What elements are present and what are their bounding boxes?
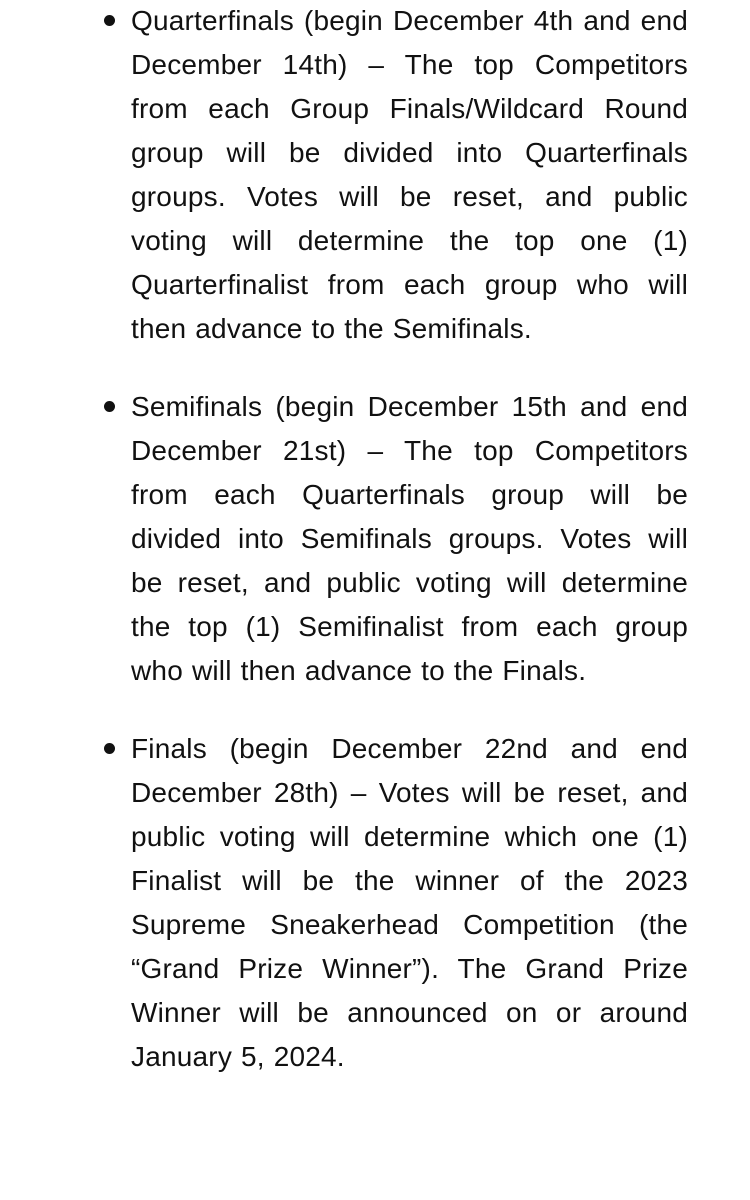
list-item-semifinals (0, 385, 750, 693)
bullet-icon (104, 401, 115, 412)
bullet-icon (104, 743, 115, 754)
list-item-text: Semifinals (begin December 15th and end December 21st) – The top Competitors from each Quarterfinals group will be divided into Semifinals groups. Votes will be reset, and public voting will determine the top (1) Semifinalist from each group who will then advance to the Finals. (131, 391, 688, 686)
list-item-finals (0, 727, 750, 1079)
list-item-text: Finals (begin December 22nd and end December 28th) – Votes will be reset, and public voting will determine which one (1) Finalist will be the winner of the 2023 Supreme Sneakerhead Competition (the “Grand Prize Winner”). The Grand Prize Winner will be announced on or around January 5, 2024. (131, 733, 688, 1072)
list-item-quarterfinals (0, 0, 750, 351)
list-item-text: Quarterfinals (begin December 4th and end December 14th) – The top Competitors from each Group Finals/Wildcard Round group will be divided into Quarterfinals groups. Votes will be reset, and public voting will determine the top one (1) Quarterfinalist from each group who will then advance to the Semifinals. (131, 5, 688, 344)
bullet-icon (104, 15, 115, 26)
